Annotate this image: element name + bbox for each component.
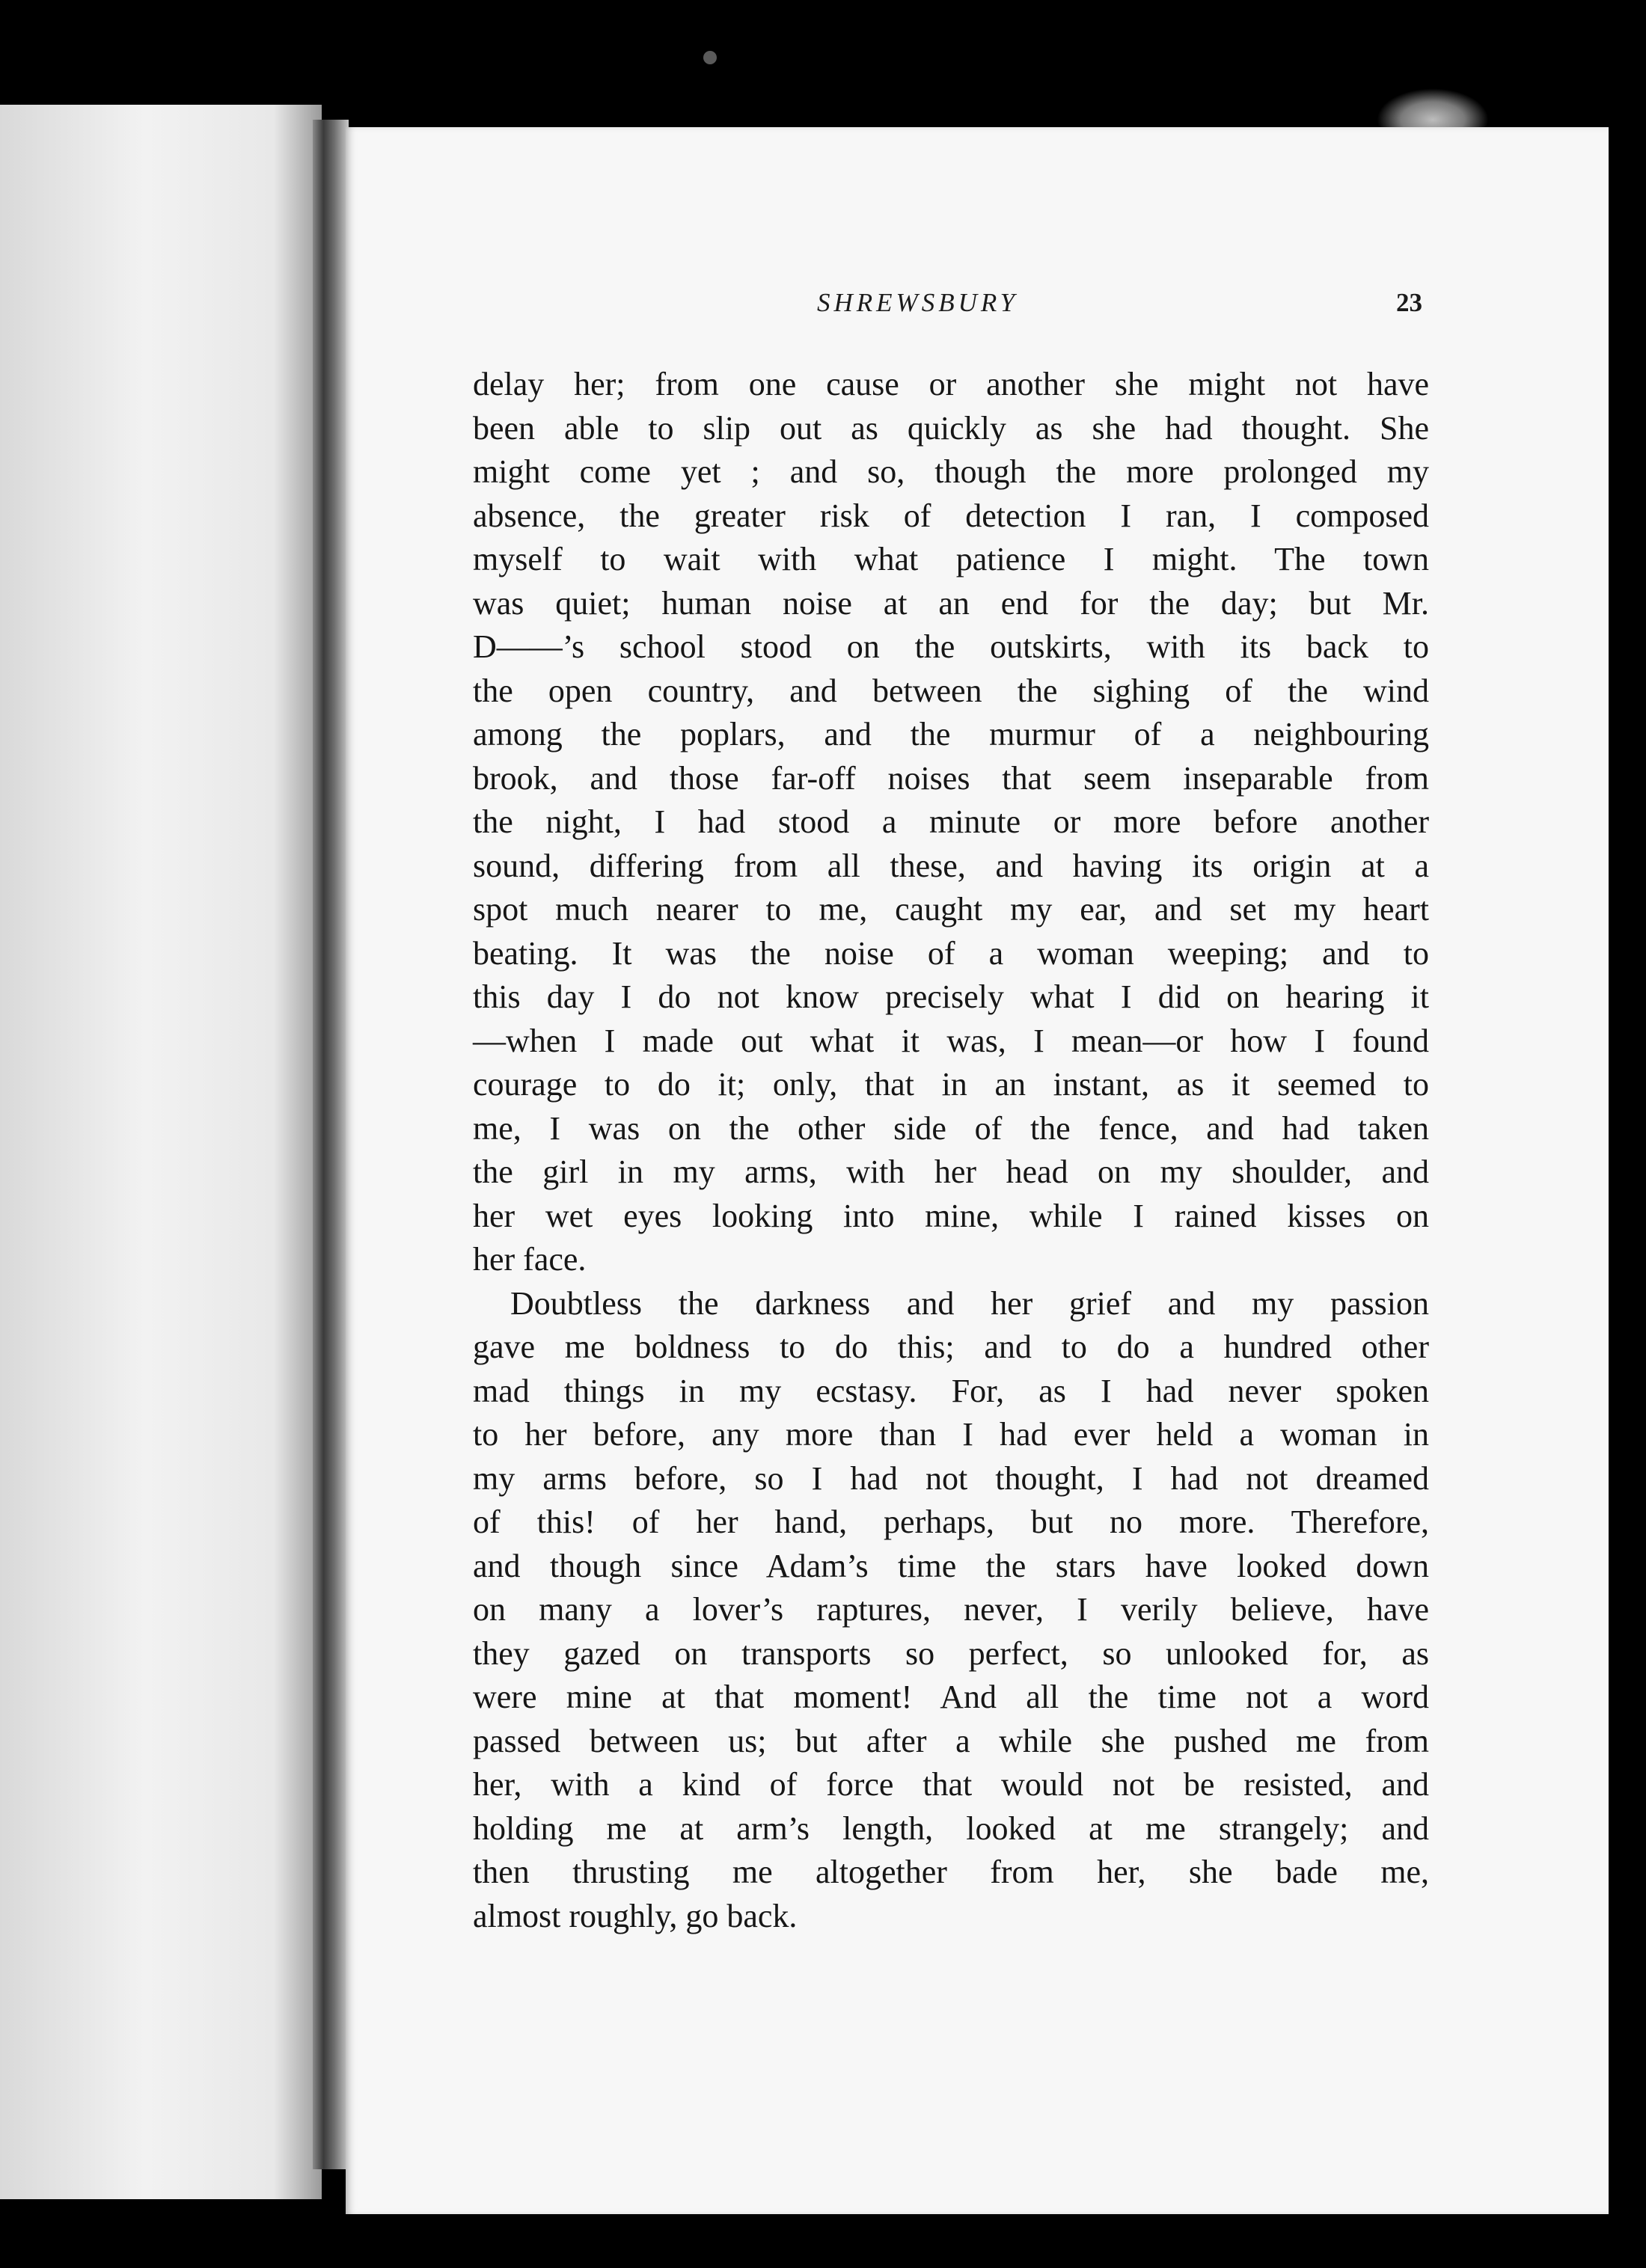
text-line: on many a lover’s raptures, never, I verily believe, have bbox=[473, 1591, 1429, 1628]
text-line: might come yet ; and so, though the more prolonged my bbox=[473, 453, 1429, 490]
text-line-paragraph-start: Doubtless the darkness and her grief and my passion bbox=[510, 1284, 1429, 1322]
text-line: D——’s school stood on the outskirts, with its back to bbox=[473, 628, 1429, 665]
text-line: mad things in my ecstasy. For, as I had never spoken bbox=[473, 1372, 1429, 1409]
book-gutter bbox=[313, 120, 349, 2169]
text-line: sound, differing from all these, and having its origin at a bbox=[473, 847, 1429, 884]
text-line: my arms before, so I had not thought, I had not dreamed bbox=[473, 1459, 1429, 1497]
text-line: this day I do not know precisely what I did on hearing it bbox=[473, 978, 1429, 1015]
text-line: the girl in my arms, with her head on my shoulder, and bbox=[473, 1153, 1429, 1190]
body-text bbox=[473, 363, 1429, 1938]
text-line: been able to slip out as quickly as she had thought. She bbox=[473, 409, 1429, 447]
page-number: 23 bbox=[1396, 288, 1422, 317]
text-line: courage to do it; only, that in an instant, as it seemed to bbox=[473, 1066, 1429, 1103]
text-line: was quiet; human noise at an end for the day; but Mr. bbox=[473, 584, 1429, 622]
running-title: SHREWSBURY bbox=[817, 288, 1019, 317]
text-line: were mine at that moment! And all the time not a word bbox=[473, 1679, 1429, 1715]
text-line-paragraph-end: her face. bbox=[473, 1241, 587, 1278]
text-line: holding me at arm’s length, looked at me strangely; and bbox=[473, 1809, 1429, 1847]
text-line: gave me boldness to do this; and to do a hundred other bbox=[473, 1328, 1429, 1365]
text-line: the night, I had stood a minute or more before another bbox=[473, 803, 1429, 840]
scan-speck bbox=[703, 51, 717, 64]
text-line: passed between us; but after a while she pushed me from bbox=[473, 1722, 1429, 1759]
left-page-blank bbox=[0, 105, 322, 2199]
text-line: me, I was on the other side of the fence, and had taken bbox=[473, 1109, 1429, 1147]
text-line: then thrusting me altogether from her, she bade me, bbox=[473, 1854, 1429, 1890]
text-line: and though since Adam’s time the stars have looked down bbox=[473, 1547, 1429, 1584]
text-line: her, with a kind of force that would not be resisted, and bbox=[473, 1766, 1429, 1803]
text-line: beating. It was the noise of a woman weeping; and to bbox=[473, 934, 1429, 972]
text-line: delay her; from one cause or another she might not have bbox=[473, 366, 1429, 402]
text-line: of this! of her hand, perhaps, but no more. Therefore, bbox=[473, 1504, 1429, 1540]
text-line: myself to wait with what patience I might. The town bbox=[473, 541, 1429, 577]
text-line: —when I made out what it was, I mean—or how I found bbox=[473, 1022, 1429, 1059]
text-line: her wet eyes looking into mine, while I rained kisses on bbox=[473, 1197, 1429, 1234]
text-line: spot much nearer to me, caught my ear, and set my heart bbox=[473, 891, 1429, 928]
text-line: they gazed on transports so perfect, so unlooked for, as bbox=[473, 1634, 1429, 1672]
text-line: to her before, any more than I had ever held a woman in bbox=[473, 1416, 1429, 1453]
text-line: absence, the greater risk of detection I ran, I composed bbox=[473, 497, 1429, 534]
text-line: among the poplars, and the murmur of a neighbouring bbox=[473, 716, 1429, 753]
text-line-paragraph-end: almost roughly, go back. bbox=[473, 1897, 798, 1934]
text-line: the open country, and between the sighing of the wind bbox=[473, 672, 1429, 709]
text-line: brook, and those far-off noises that seem inseparable from bbox=[473, 759, 1429, 797]
